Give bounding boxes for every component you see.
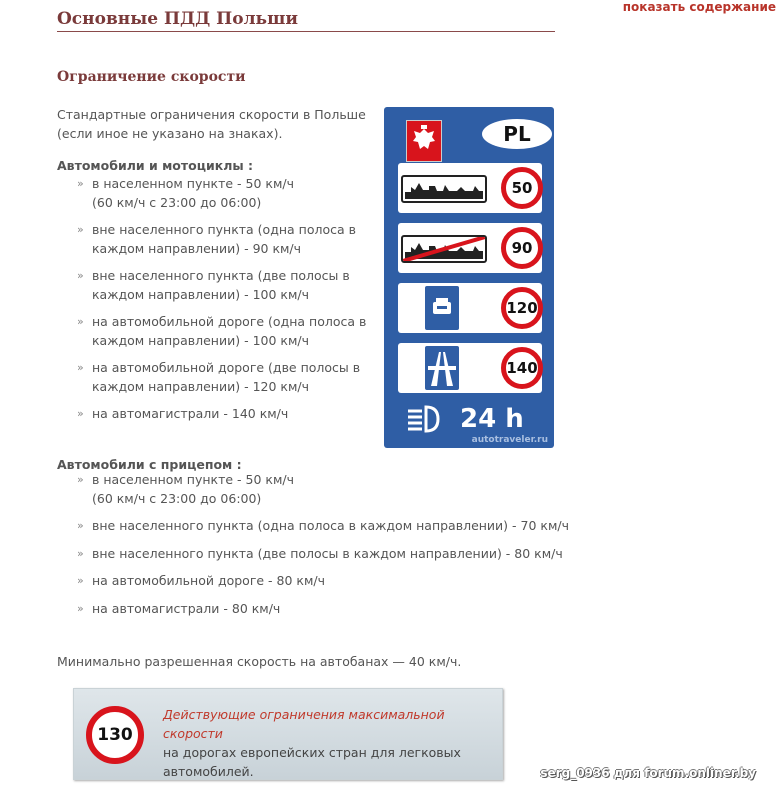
speed-limit-90-sign: 90	[501, 227, 543, 269]
list-item: » вне населенного пункта (две полосы в каждом направлении) - 80 км/ч	[77, 545, 577, 564]
europe-limits-infobox[interactable]	[73, 688, 503, 780]
list-item: » на автомобильной дороге (одна полоса в каждом направлении) - 100 км/ч	[77, 313, 367, 350]
cars-rules-list	[77, 175, 367, 424]
headlight-icon	[404, 403, 448, 435]
speed-limit-130-sign: 130	[86, 706, 144, 764]
list-item: » в населенном пункте - 50 км/ч (60 км/ч с 23:00 до 06:00)	[77, 175, 367, 212]
poland-speed-signs-board	[384, 107, 554, 448]
rural-limit-sign	[398, 223, 542, 273]
infobox-text	[163, 705, 493, 781]
min-speed-note: Минимально разрешенная скорость на автобанах — 40 км/ч.	[57, 654, 462, 669]
headlights-24h	[404, 403, 544, 439]
trailers-rules-list	[77, 471, 577, 618]
list-item: » вне населенного пункта (одна полоса в каждом направлении) - 90 км/ч	[77, 221, 367, 258]
list-item: » на автомобильной дороге (две полосы в каждом направлении) - 120 км/ч	[77, 359, 367, 396]
trailers-group-title: Автомобили с прицепом :	[57, 457, 242, 472]
town-entry-icon	[401, 175, 487, 203]
list-item: » на автомобильной дороге - 80 км/ч	[77, 572, 577, 591]
page-title: Основные ПДД Польши	[57, 9, 298, 29]
section-title: Ограничение скорости	[57, 69, 246, 85]
title-divider	[57, 31, 555, 32]
list-item: » в населенном пункте - 50 км/ч (60 км/ч с 23:00 до 06:00)	[77, 471, 577, 508]
show-contents-link[interactable]: показать содержание	[622, 0, 776, 14]
infobox-description: на дорогах европейских стран для легковых автомобилей.	[163, 745, 461, 779]
urban-limit-sign	[398, 163, 542, 213]
speed-limit-50-sign: 50	[501, 167, 543, 209]
list-item: » на автомагистрали - 140 км/ч	[77, 405, 367, 424]
town-exit-icon	[401, 235, 487, 263]
speed-limit-120-sign: 120	[501, 287, 543, 329]
car-icon	[425, 286, 459, 330]
list-item: » на автомагистрали - 80 км/ч	[77, 600, 577, 619]
motorway-icon	[425, 346, 459, 390]
list-item: » вне населенного пункта (одна полоса в каждом направлении) - 70 км/ч	[77, 517, 577, 536]
country-code-oval: PL	[482, 119, 552, 149]
intro-text: Стандартные ограничения скорости в Польше (если иное не указано на знаках).	[57, 107, 366, 141]
speed-limit-140-sign: 140	[501, 347, 543, 389]
europe-limits-link[interactable]: Действующие ограничения максимальной скорости	[163, 707, 445, 741]
forum-watermark: serg_0936 для forum.onliner.by	[540, 766, 756, 780]
board-watermark: autotraveler.ru	[471, 435, 548, 445]
motorway-limit-sign	[398, 343, 542, 393]
list-item: » вне населенного пункта (две полосы в каждом направлении) - 100 км/ч	[77, 267, 367, 304]
expressway-limit-sign	[398, 283, 542, 333]
poland-eagle-emblem	[406, 120, 442, 162]
lights-text: 24 h	[460, 404, 524, 434]
cars-group-title: Автомобили и мотоциклы :	[57, 158, 254, 173]
